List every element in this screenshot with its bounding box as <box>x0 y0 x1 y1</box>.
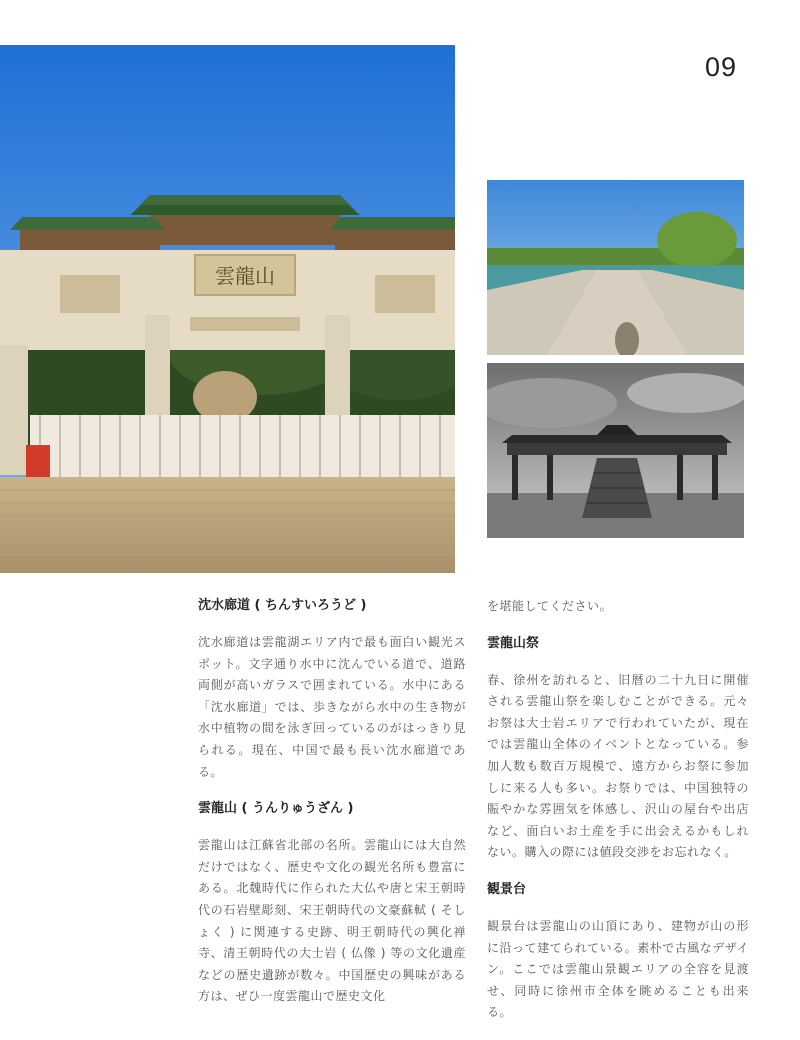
section-heading-water-corridor: 沈水廊道 ( ちんすいろうど ) <box>198 598 367 613</box>
gate-sign-text: 雲龍山 <box>215 264 275 288</box>
section-body-observation-deck: 観景台は雲龍山の山頂にあり、建物が山の形に沿って建てられている。素朴で古風なデザイン。ここでは雲龍山景観エリアの全容を見渡せ、同時に徐州市全体を眺めることも出来る。 <box>487 918 749 1020</box>
section-body-festival: 春、徐州を訪れると、旧暦の二十九日に開催される雲龍山祭を楽しむことができる。元々お祭は大士岩エリアで行われていたが、現在では雲龍山全体のイベントとなっている。参加人数も数百万規模で、遠方からお祭に参加しに来る人も多い。お祭りでは、中国独特の賑やかな雰囲気を体感し、沢山の屋台や出店など、面白いお土産を手に出会えるかもしれない。購入の際には値段交渉をお忘れなく。 <box>487 672 749 860</box>
continuation-text: を堪能してください。 <box>487 599 613 613</box>
section-body-yunlong-mountain: 雲龍山は江蘇省北部の名所。雲龍山には大自然だけではなく、歴史や文化の観光名所も豊富にある。北魏時代に作られた大仏や唐と宋王朝時代の石岩壁彫刻、宋王朝時代の文豪蘇軾 ( そしょく ) に関連する史跡、明王朝時代の興化禅寺、清王朝時代の大士岩 ( 仏像 ) 等の文化遺産などの歴史遺跡が数々。中国歴史の興味がある方は、ぜひ一度雲龍山で歴史文化 <box>198 838 466 1004</box>
gate-photo <box>0 45 455 573</box>
section-body-water-corridor: 沈水廊道は雲龍湖エリア内で最も面白い観光スポット。文字通り水中に沈んでいる道で、道路両側が高いガラスで囲まれている。水中にある「沈水廊道」では、歩きながら水中の生き物が水中植物の間を泳ぎ回っているのがはっきり見られる。現在、中国で最も長い沈水廊道である。 <box>198 635 466 779</box>
page-number: 09 <box>705 52 738 82</box>
observation-deck-photo <box>487 363 744 538</box>
left-column <box>198 596 466 1024</box>
water-corridor-photo <box>487 180 744 355</box>
section-heading-festival: 雲龍山祭 <box>487 635 540 651</box>
section-heading-observation-deck: 観景台 <box>487 881 527 897</box>
right-column <box>487 596 749 1040</box>
section-heading-yunlong-mountain: 雲龍山 ( うんりゅうざん ) <box>198 801 354 817</box>
